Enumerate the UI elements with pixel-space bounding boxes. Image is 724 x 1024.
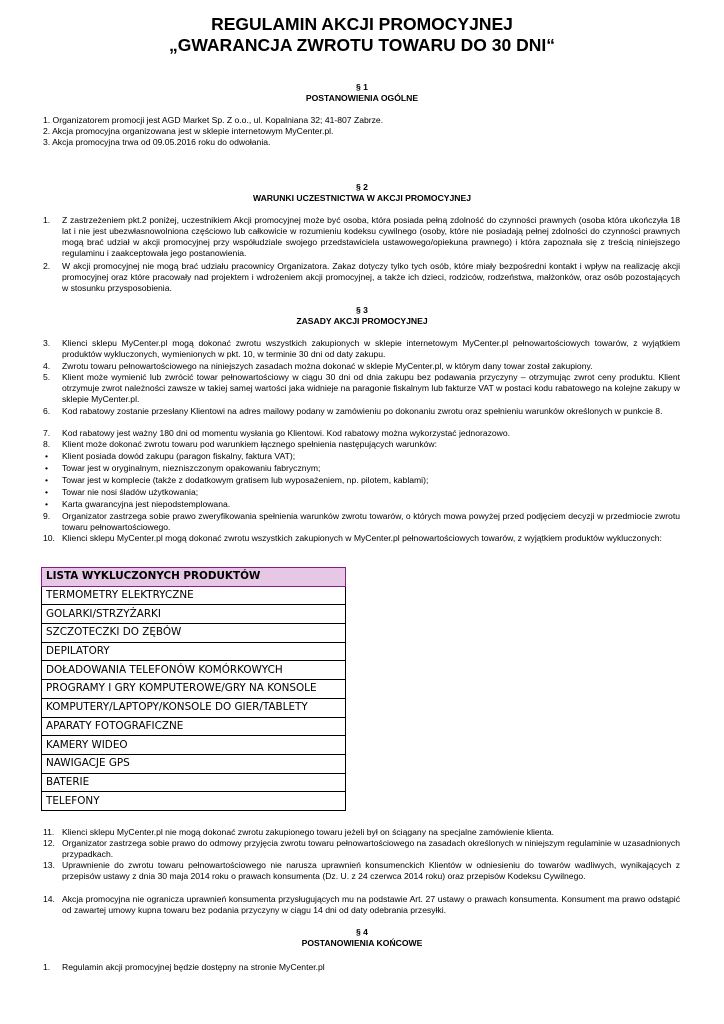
bullet-dot: • bbox=[45, 475, 49, 485]
excluded-product-row: TERMOMETRY ELEKTRYCZNE bbox=[42, 586, 346, 605]
excluded-product-row: KAMERY WIDEO bbox=[42, 736, 346, 755]
excluded-product-row: DOŁADOWANIA TELEFONÓW KOMÓRKOWYCH bbox=[42, 661, 346, 680]
condition-bullet: Karta gwarancyjna jest niepodstemplowana. bbox=[62, 499, 231, 509]
section4-heading: POSTANOWIENIA KOŃCOWE bbox=[301, 938, 423, 948]
section1-heading: POSTANOWIENIA OGÓLNE bbox=[305, 93, 419, 103]
section3-paragraph: Kod rabatowy jest ważny 180 dni od momentu wysłania go Klientowi. Kod rabatowy można wykorzystać jednorazowo. bbox=[62, 428, 511, 438]
section3-paragraph: Zwrotu towaru pełnowartościowego na niniejszych zasadach można dokonać w sklepie MyCenter.pl, w którym dany towar został zakupiony. bbox=[62, 361, 593, 371]
excluded-product-row: BATERIE bbox=[42, 773, 346, 792]
section1-item: 1. Organizatorem promocji jest AGD Market Sp. Z o.o., ul. Kopalniana 32; 41-807 Zabrze. bbox=[43, 115, 384, 125]
list-number: 1. bbox=[43, 215, 51, 225]
condition-bullet: Klient posiada dowód zakupu (paragon fiskalny, faktura VAT); bbox=[62, 451, 296, 461]
bullet-dot: • bbox=[45, 499, 49, 509]
list-number: 9. bbox=[43, 511, 51, 521]
section3-heading: ZASADY AKCJI PROMOCYJNEJ bbox=[296, 316, 428, 326]
condition-bullet: Towar nie nosi śladów użytkowania; bbox=[62, 487, 199, 497]
section4-symbol: § 4 bbox=[356, 927, 368, 937]
section3-paragraph: Organizator zastrzega sobie prawo do odmowy przyjęcia zwrotu towaru pełnowartościowego na zasadach określonych w niniejszym regulaminie w uzasadnionych przypadkach. bbox=[62, 838, 680, 859]
section2-heading: WARUNKI UCZESTNICTWA W AKCJI PROMOCYJNEJ bbox=[252, 193, 472, 203]
section1-item: 2. Akcja promocyjna organizowana jest w sklepie internetowym MyCenter.pl. bbox=[43, 126, 334, 136]
section3-paragraph: Klienci sklepu MyCenter.pl nie mogą dokonać zwrotu zakupionego towaru jeżeli był on ściągany na specjalne zamówienie klienta. bbox=[62, 827, 555, 837]
excluded-product-row: PROGRAMY I GRY KOMPUTEROWE/GRY NA KONSOLE bbox=[42, 680, 346, 699]
excluded-product-row: TELEFONY bbox=[42, 792, 346, 811]
bullet-dot: • bbox=[45, 463, 49, 473]
section1-symbol: § 1 bbox=[356, 82, 368, 92]
excluded-product-row: NAWIGACJE GPS bbox=[42, 754, 346, 773]
list-number: 2. bbox=[43, 261, 51, 271]
list-number: 4. bbox=[43, 361, 51, 371]
condition-bullet: Towar jest w oryginalnym, niezniszczonym opakowaniu fabrycznym; bbox=[62, 463, 321, 473]
section3-paragraph: Kod rabatowy zostanie przesłany Klientowi na adres mailowy podany w zamówieniu po dokonaniu zwrotu oraz spełnieniu warunków określonych w punkcie 8. bbox=[62, 406, 663, 416]
section2-symbol: § 2 bbox=[356, 182, 368, 192]
list-number: 14. bbox=[43, 894, 55, 904]
section3-paragraph: Klient może dokonać zwrotu towaru pod warunkiem łącznego spełnienia następujących warunków: bbox=[62, 439, 437, 449]
excluded-products-table bbox=[41, 567, 346, 811]
excluded-product-row: APARATY FOTOGRAFICZNE bbox=[42, 717, 346, 736]
list-number: 10. bbox=[43, 533, 55, 543]
bullet-dot: • bbox=[45, 451, 49, 461]
section1-item: 3. Akcja promocyjna trwa od 09.05.2016 roku do odwołania. bbox=[43, 137, 271, 147]
list-number: 7. bbox=[43, 428, 51, 438]
section2-paragraph: Z zastrzeżeniem pkt.2 poniżej, uczestnikiem Akcji promocyjnej może być osoba, która posiada pełną zdolność do czynności prawnych (osoba która ukończyła 18 lat i nie jest ubezwłasnowolniona częściowo lub całkowicie w rozumieniu kodeksu cywilnego (osoby, które nie posiadają pełnej zdolności do czynności prawnych mogą brać udział w akcji promocyjnej przy współudziale swojego przedstawiciela ustawowego/opiekuna prawnego) i która zapoznała się z treścią niniejszego regulaminu i zaakceptowała jego postanowienia. bbox=[62, 215, 680, 258]
excluded-product-row: DEPILATORY bbox=[42, 642, 346, 661]
document-title-line1: REGULAMIN AKCJI PROMOCYJNEJ bbox=[211, 14, 513, 34]
excluded-product-row: KOMPUTERY/LAPTOPY/KONSOLE DO GIER/TABLETY bbox=[42, 698, 346, 717]
section3-paragraph: Uprawnienie do zwrotu towaru pełnowartościowego nie narusza uprawnień konsumenckich Klientów w odniesieniu do towarów wadliwych, wynikających z przepisów ustawy z dnia 30 maja 2014 roku o prawach konsumenta (Dz. U. z 24 czerwca 2014 roku) oraz przepisów Kodeksu Cywilnego. bbox=[62, 860, 680, 881]
excluded-product-row: GOLARKI/STRZYŻARKI bbox=[42, 605, 346, 624]
section3-symbol: § 3 bbox=[356, 305, 368, 315]
section3-paragraph: Klient może wymienić lub zwrócić towar pełnowartościowy w ciągu 30 dni od dnia zakupu bez podawania przyczyny – otrzymując zwrot ceny produktu. Klient otrzymuje zwrot należności zawsze w takiej samej wartości jaka widnieje na paragonie fiskalnym lub fakturze VAT w postaci kodu rabatowego na kolejne zakupy w sklepie MyCenter.pl. bbox=[62, 372, 680, 404]
section3-paragraph: Organizator zastrzega sobie prawo zweryfikowania spełnienia warunków zwrotu towarów, o których mowa powyżej przed podjęciem decyzji w przedmiocie zwrotu towaru pełnowartościowego. bbox=[62, 511, 680, 532]
condition-bullet: Towar jest w komplecie (także z dodatkowym gratisem lub wyposażeniem, np. pilotem, kablami); bbox=[62, 475, 429, 485]
list-number: 3. bbox=[43, 338, 51, 348]
list-number: 13. bbox=[43, 860, 55, 870]
section3-paragraph: Akcja promocyjna nie ogranicza uprawnień konsumenta przysługujących mu na podstawie Art. 27 ustawy o prawach konsumenta. Konsument ma prawo odstąpić od zawartej umowy kupna towaru bez podania przyczyny w ciągu 14 dni od daty odebrania przesyłki. bbox=[62, 894, 680, 915]
list-number: 1. bbox=[43, 962, 51, 972]
section2-paragraph: W akcji promocyjnej nie mogą brać udziału pracownicy Organizatora. Zakaz dotyczy tylko tych osób, które miały bezpośredni kontakt i wpływ na realizację akcji promocyjnej oraz które pracowały nad projektem i wdrożeniem akcji promocyjnej, a także ich dzieci, rodziców, rodzeństwa, małżonków, oraz osób pozostających w stosunku przysposobienia. bbox=[62, 261, 680, 293]
section4-paragraph: Regulamin akcji promocyjnej będzie dostępny na stronie MyCenter.pl bbox=[62, 962, 325, 972]
list-number: 11. bbox=[43, 827, 55, 837]
excluded-product-row: SZCZOTECZKI DO ZĘBÓW bbox=[42, 624, 346, 643]
bullet-dot: • bbox=[45, 487, 49, 497]
list-number: 8. bbox=[43, 439, 51, 449]
document-title-line2: „GWARANCJA ZWROTU TOWARU DO 30 DNI“ bbox=[169, 35, 555, 55]
list-number: 5. bbox=[43, 372, 51, 382]
section3-paragraph: Klienci sklepu MyCenter.pl mogą dokonać zwrotu wszystkich zakupionych w MyCenter.pl pełnowartościowych towarów, z wyjątkiem produktów wykluczonych: bbox=[62, 533, 662, 543]
list-number: 12. bbox=[43, 838, 55, 848]
excluded-products-header: LISTA WYKLUCZONYCH PRODUKTÓW bbox=[42, 568, 346, 587]
section3-paragraph: Klienci sklepu MyCenter.pl mogą dokonać zwrotu wszystkich zakupionych w sklepie internetowym MyCenter.pl pełnowartościowych towarów, z wyjątkiem produktów wykluczonych, wymienionych w pkt. 10, w terminie 30 dni od daty zakupu. bbox=[62, 338, 680, 359]
list-number: 6. bbox=[43, 406, 51, 416]
